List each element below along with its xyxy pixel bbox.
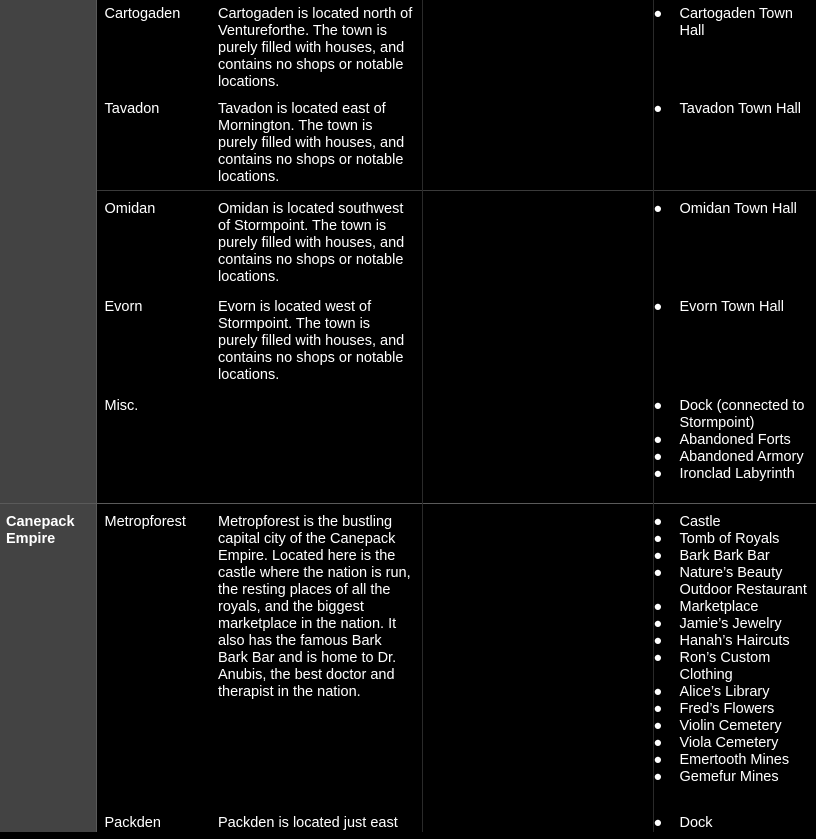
- list-item: [654, 565, 813, 599]
- location-label: Tavadon Town Hall: [679, 101, 801, 117]
- town-name: Packden: [104, 815, 161, 831]
- town-name: Omidan: [96, 190, 210, 289]
- town-description: Tavadon is located east of Mornington. The town is purely filled with houses, and contains no shops or notable locations.: [210, 91, 422, 190]
- town-name: Metropforest: [96, 503, 210, 805]
- bullet-icon: ●: [653, 200, 663, 217]
- location-label: Evorn Town Hall: [679, 299, 785, 315]
- list-item: [654, 299, 813, 316]
- bullet-icon: ●: [653, 632, 663, 649]
- location-label: Nature’s Beauty Outdoor Restaurant: [679, 564, 807, 598]
- bullet-icon: ●: [653, 615, 663, 632]
- town-name: Evorn: [104, 299, 143, 315]
- list-item: [654, 101, 813, 118]
- location-label: Castle: [679, 513, 721, 530]
- bullet-icon: ●: [653, 299, 663, 315]
- empty-cell: [422, 289, 653, 388]
- bullet-icon: ●: [653, 768, 663, 785]
- town-description: Evorn is located west of Stormpoint. The town is purely filled with houses, and contains no shops or notable locations.: [210, 289, 422, 388]
- location-label: Emertooth Mines: [679, 751, 790, 768]
- table-row: [0, 190, 816, 289]
- location-label: Hanah’s Haircuts: [679, 632, 790, 649]
- table-row: [0, 388, 816, 503]
- bullet-icon: ●: [653, 547, 663, 564]
- town-locations: [653, 190, 816, 289]
- bullet-icon: ●: [653, 700, 663, 717]
- location-label: Dock (connected to Stormpoint): [679, 398, 805, 431]
- table-row: [0, 289, 816, 388]
- bullet-icon: ●: [653, 683, 663, 700]
- town-locations: [653, 805, 816, 832]
- locations-list: [654, 514, 813, 786]
- empty-cell: [422, 190, 653, 289]
- list-item: [654, 633, 813, 650]
- bullet-icon: ●: [653, 449, 663, 465]
- list-item: [654, 599, 813, 616]
- town-locations: [653, 388, 816, 503]
- location-label: Fred’s Flowers: [679, 700, 775, 717]
- empty-cell: [422, 503, 653, 805]
- town-locations: [653, 289, 816, 388]
- town-description: Omidan is located southwest of Stormpoint. The town is purely filled with houses, and contains no shops or notable locations.: [210, 190, 422, 289]
- town-locations: [653, 503, 816, 805]
- list-item: [654, 815, 813, 832]
- location-label: Abandoned Forts: [679, 432, 791, 448]
- town-name: Misc.: [104, 398, 139, 414]
- bullet-icon: ●: [653, 815, 663, 831]
- town-locations: [653, 91, 816, 190]
- list-item: [654, 531, 813, 548]
- locations-list: [654, 201, 813, 218]
- location-label: Viola Cemetery: [679, 734, 779, 751]
- bullet-icon: ●: [653, 530, 663, 547]
- locations-list: [654, 6, 813, 40]
- location-label: Cartogaden Town Hall: [679, 6, 793, 39]
- bullet-icon: ●: [653, 598, 663, 615]
- table-row: [0, 805, 816, 832]
- list-item: [654, 548, 813, 565]
- list-item: [654, 735, 813, 752]
- bullet-icon: ●: [653, 6, 663, 22]
- locations-list: [654, 398, 813, 483]
- list-item: [654, 398, 813, 432]
- bullet-icon: ●: [653, 398, 663, 414]
- location-label: Gemefur Mines: [679, 768, 779, 785]
- town-description: Cartogaden is located north of Ventureforthe. The town is purely filled with houses, and contains no shops or notable locations.: [210, 0, 422, 91]
- location-label: Violin Cemetery: [679, 717, 782, 734]
- list-item: [654, 650, 813, 684]
- list-item: [654, 449, 813, 466]
- list-item: [654, 752, 813, 769]
- list-item: [654, 6, 813, 40]
- bullet-icon: ●: [653, 432, 663, 448]
- location-label: Dock: [679, 815, 713, 831]
- list-item: [654, 701, 813, 718]
- town-locations: [653, 0, 816, 91]
- list-item: [654, 466, 813, 483]
- location-label: Bark Bark Bar: [679, 547, 770, 564]
- bullet-icon: ●: [653, 564, 663, 581]
- list-item: [654, 616, 813, 633]
- table-row: [0, 0, 816, 91]
- table-row: [0, 91, 816, 190]
- location-label: Omidan Town Hall: [679, 200, 797, 217]
- region-cell: [0, 0, 96, 503]
- location-label: Alice’s Library: [679, 683, 770, 700]
- bullet-icon: ●: [653, 101, 663, 117]
- location-label: Ron’s Custom Clothing: [679, 649, 771, 683]
- bullet-icon: ●: [653, 649, 663, 666]
- town-description: [210, 388, 422, 503]
- bullet-icon: ●: [653, 717, 663, 734]
- empty-cell: [422, 0, 653, 91]
- empty-cell: [422, 805, 653, 832]
- list-item: [654, 432, 813, 449]
- bullet-icon: ●: [653, 734, 663, 751]
- bullet-icon: ●: [653, 513, 663, 530]
- region-label: Canepack Empire: [0, 503, 96, 832]
- list-item: [654, 684, 813, 701]
- locations-list: [654, 299, 813, 316]
- list-item: [654, 718, 813, 735]
- location-label: Marketplace: [679, 598, 759, 615]
- locations-list: [654, 815, 813, 832]
- location-label: Tomb of Royals: [679, 530, 780, 547]
- town-description: Packden is located just east: [210, 805, 422, 832]
- town-description: Metropforest is the bustling capital city of the Canepack Empire. Located here is the castle where the nation is run, the resting places of all the royals, and the biggest marketplace in the nation. It also has the famous Bark Bark Bar and is home to Dr. Anubis, the best doctor and therapist in the nation.: [210, 503, 422, 805]
- empty-cell: [422, 388, 653, 503]
- empty-cell: [422, 91, 653, 190]
- table-row: [0, 503, 816, 805]
- location-label: Abandoned Armory: [679, 449, 804, 465]
- list-item: [654, 769, 813, 786]
- location-label: Jamie’s Jewelry: [679, 615, 782, 632]
- town-name: Cartogaden: [104, 6, 181, 22]
- bullet-icon: ●: [653, 466, 663, 482]
- location-label: Ironclad Labyrinth: [679, 466, 795, 482]
- town-name: Tavadon: [104, 101, 160, 117]
- bullet-icon: ●: [653, 751, 663, 768]
- locations-list: [654, 101, 813, 118]
- list-item: [654, 201, 813, 218]
- list-item: [654, 514, 813, 531]
